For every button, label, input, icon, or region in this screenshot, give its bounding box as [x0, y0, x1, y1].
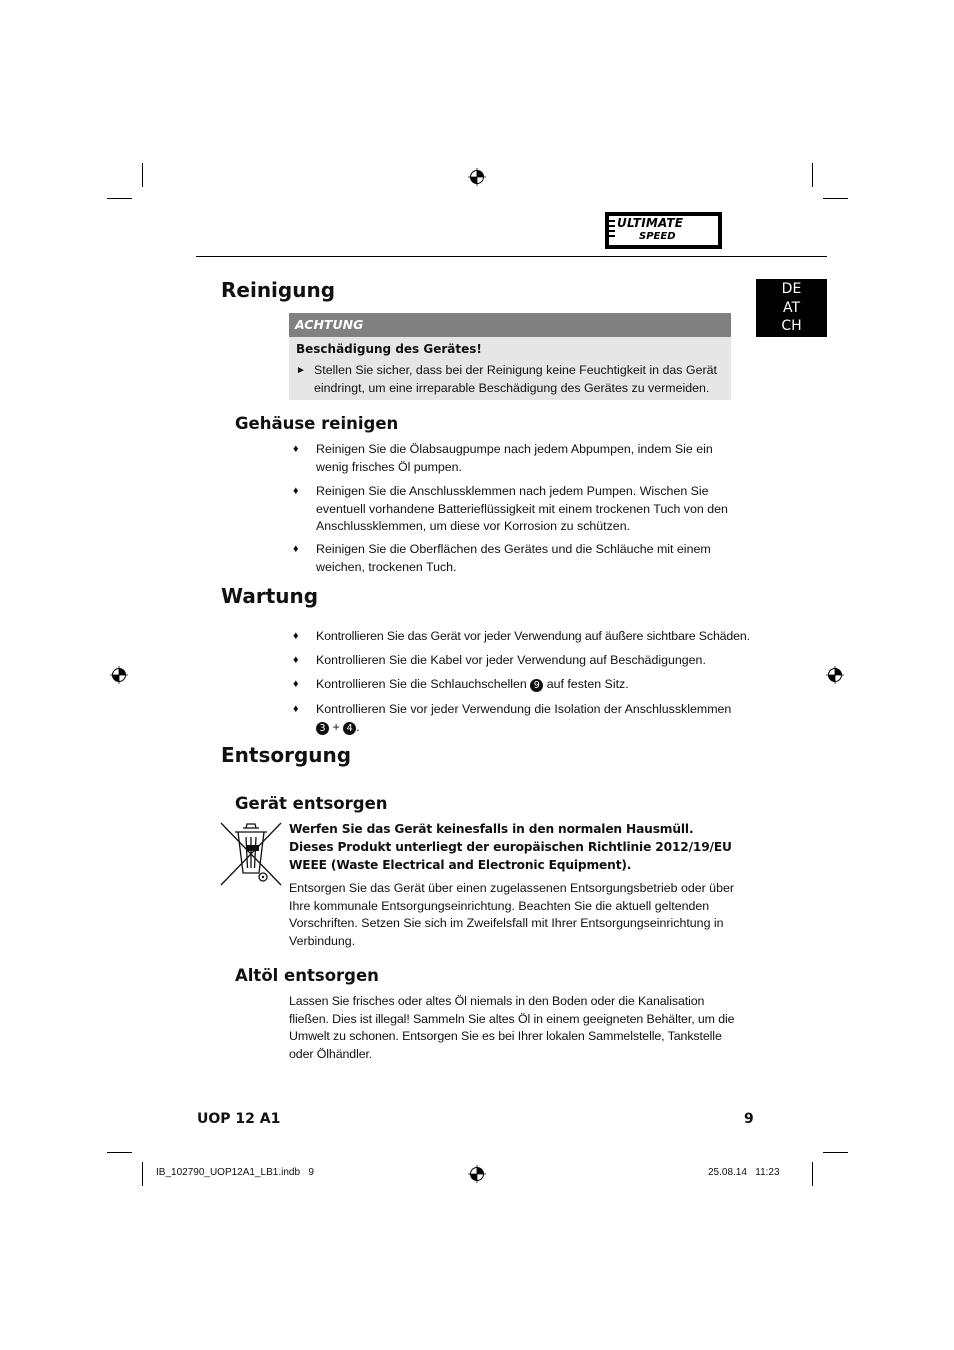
registration-mark-icon [826, 666, 844, 684]
header-rule [196, 256, 827, 257]
heading-gehaeuse-reinigen: Gehäuse reinigen [235, 414, 399, 433]
heading-geraet-entsorgen: Gerät entsorgen [235, 794, 388, 813]
diamond-bullet-icon: ♦ [293, 703, 299, 715]
warning-arrow-icon: ► [296, 365, 306, 376]
altoel-text: Lassen Sie frisches oder altes Öl niemals in den Boden oder die Kanalisation fließen. Dies ist illegal! Sammeln Sie altes Öl in einem geeigneten Behälter, um die Umwelt zu schonen. Entsorgen Sie es bei Ihrer lokalen Sammelstelle, Tankstelle oder Ölhändler. [289, 994, 735, 1061]
diamond-bullet-icon: ♦ [293, 543, 299, 555]
registration-mark-icon [110, 666, 128, 684]
footer-model: UOP 12 A1 [197, 1111, 281, 1127]
registration-mark-icon [468, 1165, 486, 1183]
diamond-bullet-icon: ♦ [293, 443, 299, 455]
heading-wartung: Wartung [221, 584, 319, 608]
country-at: AT [782, 299, 801, 316]
crop-mark [107, 1152, 132, 1153]
warning-headline: Beschädigung des Gerätes! [296, 342, 482, 356]
weee-crossed-bin-icon [219, 821, 284, 888]
brand-logo: ULTIMATE SPEED [605, 212, 722, 249]
ref-number-badge: 3 [316, 722, 329, 735]
diamond-bullet-icon: ♦ [293, 654, 299, 666]
print-file-name: IB_102790_UOP12A1_LB1.indb 9 [156, 1167, 314, 1178]
weee-bold-text: Werfen Sie das Gerät keinesfalls in den normalen Hausmüll. Dieses Produkt unterliegt der europäischen Richtlinie 2012/19/EU WEEE (Waste Electrical and Electronic Equipment). [289, 822, 732, 872]
crop-mark [823, 198, 848, 199]
heading-reinigung: Reinigung [221, 278, 336, 302]
diamond-bullet-icon: ♦ [293, 678, 299, 690]
crop-mark [142, 1162, 143, 1186]
footer-page-number: 9 [744, 1111, 754, 1127]
print-timestamp: 25.08.14 11:23 [708, 1167, 780, 1178]
crop-mark [812, 163, 813, 187]
warning-box [289, 313, 731, 400]
crop-mark [812, 1162, 813, 1186]
country-tab [756, 279, 827, 337]
ref-number-badge: 9 [530, 679, 543, 692]
crop-mark [142, 163, 143, 187]
ref-number-badge: 4 [343, 722, 356, 735]
country-ch: CH [781, 318, 802, 334]
heading-altoel-entsorgen: Altöl entsorgen [235, 966, 379, 985]
warning-label: ACHTUNG [295, 317, 364, 332]
weee-text: Entsorgen Sie das Gerät über einen zugelassenen Entsorgungsbetrieb oder über Ihre kommunale Entsorgungseinrichtung. Beachten Sie die aktuell geltenden Vorschriften. Setzen Sie sich im Zweifelsfall mit Ihrer Entsorgungseinrichtung in Verbindung. [289, 881, 734, 948]
registration-mark-icon [468, 168, 486, 186]
diamond-bullet-icon: ♦ [293, 630, 299, 642]
diamond-bullet-icon: ♦ [293, 485, 299, 497]
crop-mark [107, 198, 132, 199]
warning-text: Stellen Sie sicher, dass bei der Reinigung keine Feuchtigkeit in das Gerät eindringt, um eine irreparable Beschädigung des Gerätes zu vermeiden. [314, 363, 717, 395]
crop-mark [823, 1152, 848, 1153]
heading-entsorgung: Entsorgung [221, 743, 352, 767]
country-de: DE [781, 281, 802, 297]
